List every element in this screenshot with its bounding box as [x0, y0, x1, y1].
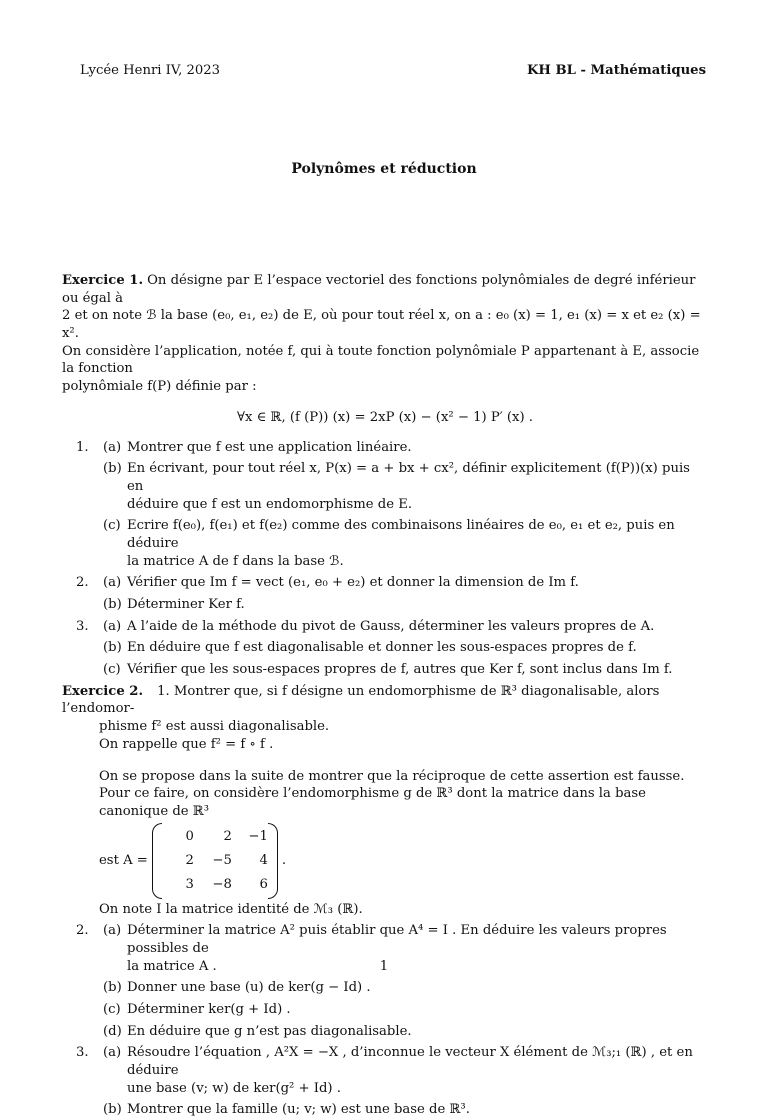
ex1-q2b-letter: (b) — [103, 597, 122, 612]
matrix-entry: −1 — [248, 828, 268, 844]
ex1-q3-number: 3. — [76, 618, 89, 634]
ex1-q2a-letter: (a) — [103, 575, 122, 591]
ex2-matrix-suffix: . — [281, 852, 287, 868]
matrix-entry: −5 — [212, 852, 232, 868]
ex1-q1b-letter: (b) — [103, 461, 122, 477]
ex1-q1c-line-1: Ecrire f(e₀), f(e₁) et f(e₂) comme des combinaisons linéaires de e₀, e₁ et e₂, puis en déduire — [127, 518, 675, 551]
ex2-paragraph-2: Pour ce faire, on considère l’endomorphisme g de ℝ³ dont la matrice dans la base canonique de ℝ³ — [99, 786, 646, 819]
ex1-q3c — [62, 661, 708, 679]
ex1-q3b — [62, 639, 708, 657]
matrix-entry: 4 — [259, 852, 268, 868]
ex2-q2a-line-2: la matrice A . — [127, 958, 217, 974]
ex1-q1b-line-2: déduire que f est un endomorphisme de E. — [127, 496, 413, 512]
ex1-q1a-letter: (a) — [103, 439, 122, 455]
page-number: 1 — [379, 959, 389, 974]
ex2-paragraph-3: On note I la matrice identité de ℳ₃ (ℝ). — [99, 901, 363, 917]
matrix-entry: 3 — [185, 876, 194, 892]
ex1-q1c-line-2: la matrice A de f dans la base ℬ. — [127, 553, 344, 569]
ex1-formula: ∀x ∈ ℝ, (f (P)) (x) = 2xP (x) − (x² − 1) P′ (x) . — [236, 409, 534, 425]
ex1-q3b-letter: (b) — [103, 640, 122, 656]
ex2-q1-number: 1. — [157, 683, 170, 699]
matrix-entry: 2 — [185, 852, 194, 868]
ex2-q1-line-2: phisme f² est aussi diagonalisable. — [99, 719, 330, 735]
ex2-q1-text-1: Montrer que, si f désigne un endomorphisme de ℝ³ diagonalisable, alors l’endomor- — [62, 683, 660, 717]
ex1-q2a — [62, 574, 708, 592]
ex1-label: Exercice 1. — [62, 273, 144, 288]
ex1-q3c-text: Vérifier que les sous-espaces propres de f, autres que Ker f, sont inclus dans Im f. — [127, 662, 673, 678]
ex1-q2-number: 2. — [76, 575, 89, 591]
ex2-paragraph-1: On se propose dans la suite de montrer que la réciproque de cette assertion est fausse. — [99, 768, 685, 784]
ex2-q3-number: 3. — [76, 1045, 89, 1061]
ex2-label: Exercice 2. — [62, 683, 144, 699]
ex1-intro-text-1: On désigne par E l’espace vectoriel des fonctions polynômiales de degré inférieur ou égal à — [62, 273, 696, 306]
ex1-q1a — [62, 439, 708, 457]
ex2-matrix-prefix: est A = — [99, 852, 148, 868]
ex2-q2-number: 2. — [76, 923, 89, 939]
ex1-q2a-text: Vérifier que Im f = vect (e₁, e₀ + e₂) et donner la dimension de Im f. — [127, 575, 579, 591]
ex1-intro-line-4: polynômiale f(P) définie par : — [62, 379, 257, 395]
ex1-intro-line-2: 2 et on note ℬ la base (e₀, e₁, e₂) de E, où pour tout réel x, on a : e₀ (x) = 1, e₁ (x) = x et e₂ (x) = x². — [62, 308, 701, 342]
matrix-entry: 2 — [223, 828, 232, 844]
ex1-intro-line-1 — [62, 272, 708, 307]
ex1-q1c-letter: (c) — [103, 518, 121, 534]
ex2-q3a — [62, 1044, 708, 1097]
ex1-q1b-line-1: En écrivant, pour tout réel x, P(x) = a + bx + cx², définir explicitement (f(P))(x) puis en — [127, 461, 690, 494]
ex1-q1b — [62, 460, 708, 513]
ex1-q3a-text: A l’aide de la méthode du pivot de Gauss, déterminer les valeurs propres de A. — [127, 618, 655, 634]
ex2-q3a-line-1: Résoudre l’équation , A²X = −X , d’inconnue le vecteur X élément de ℳ₃;₁ (ℝ) , et en déduire — [127, 1045, 693, 1079]
header-course: KH BL - Mathématiques — [526, 63, 706, 78]
ex2-q3a-letter: (a) — [103, 1045, 122, 1061]
ex1-q3b-text: En déduire que f est diagonalisable et donner les sous-espaces propres de f. — [127, 640, 637, 656]
ex2-q1-line-3: On rappelle que f² = f ∘ f . — [99, 736, 274, 752]
ex1-intro-line-3: On considère l’application, notée f, qui à toute fonction polynômiale P appartenant à E, associe la fonction — [62, 343, 700, 377]
ex1-q1a-text: Montrer que f est une application linéaire. — [127, 439, 412, 455]
ex2-q2c-text: Déterminer ker(g + Id) . — [127, 1002, 291, 1017]
ex2-q3b-letter: (b) — [103, 1102, 122, 1118]
ex1-q1-number: 1. — [76, 439, 89, 455]
ex1-q2b — [62, 596, 708, 614]
matrix-entry: 0 — [185, 828, 194, 844]
ex2-q1-line-1 — [62, 683, 708, 718]
matrix-right-paren — [268, 823, 278, 899]
document-title: Polynômes et réduction — [291, 161, 477, 177]
ex2-q2a-letter: (a) — [103, 923, 122, 939]
ex2-q2b-text: Donner une base (u) de ker(g − Id) . — [127, 980, 371, 996]
exercise-2 — [62, 683, 708, 1119]
ex2-q3b — [62, 1101, 708, 1119]
ex1-q2b-text: Déterminer Ker f. — [127, 597, 245, 612]
ex2-q2d-text: En déduire que g n’est pas diagonalisable. — [127, 1023, 412, 1039]
ex1-q3a — [62, 618, 708, 636]
ex2-matrix-line — [62, 823, 708, 899]
matrix-A — [152, 823, 278, 899]
matrix-A-entries — [162, 823, 268, 899]
ex2-q2d-letter: (d) — [103, 1023, 122, 1039]
ex2-spacer — [62, 754, 708, 768]
ex1-q3c-letter: (c) — [103, 662, 121, 678]
header-school: Lycée Henri IV, 2023 — [80, 63, 221, 78]
ex2-q2b-letter: (b) — [103, 980, 122, 996]
ex2-q2b — [62, 979, 708, 997]
ex2-q2c-letter: (c) — [103, 1002, 121, 1017]
ex2-q2a-line-1: Déterminer la matrice A² puis établir que A⁴ = I . En déduire les valeurs propres possibles de — [127, 923, 667, 956]
document-body — [62, 272, 708, 1119]
ex2-q2c — [62, 1001, 708, 1019]
ex2-q3a-line-2: une base (v; w) de ker(g² + Id) . — [127, 1080, 341, 1096]
ex2-q3b-text: Montrer que la famille (u; v; w) est une base de ℝ³. — [127, 1102, 470, 1118]
exercise-1 — [62, 272, 708, 679]
ex2-q2d — [62, 1023, 708, 1041]
matrix-left-paren — [152, 823, 162, 899]
matrix-entry: −8 — [212, 876, 232, 892]
matrix-entry: 6 — [259, 876, 268, 892]
ex1-q3a-letter: (a) — [103, 618, 122, 634]
ex1-q1c — [62, 517, 708, 570]
